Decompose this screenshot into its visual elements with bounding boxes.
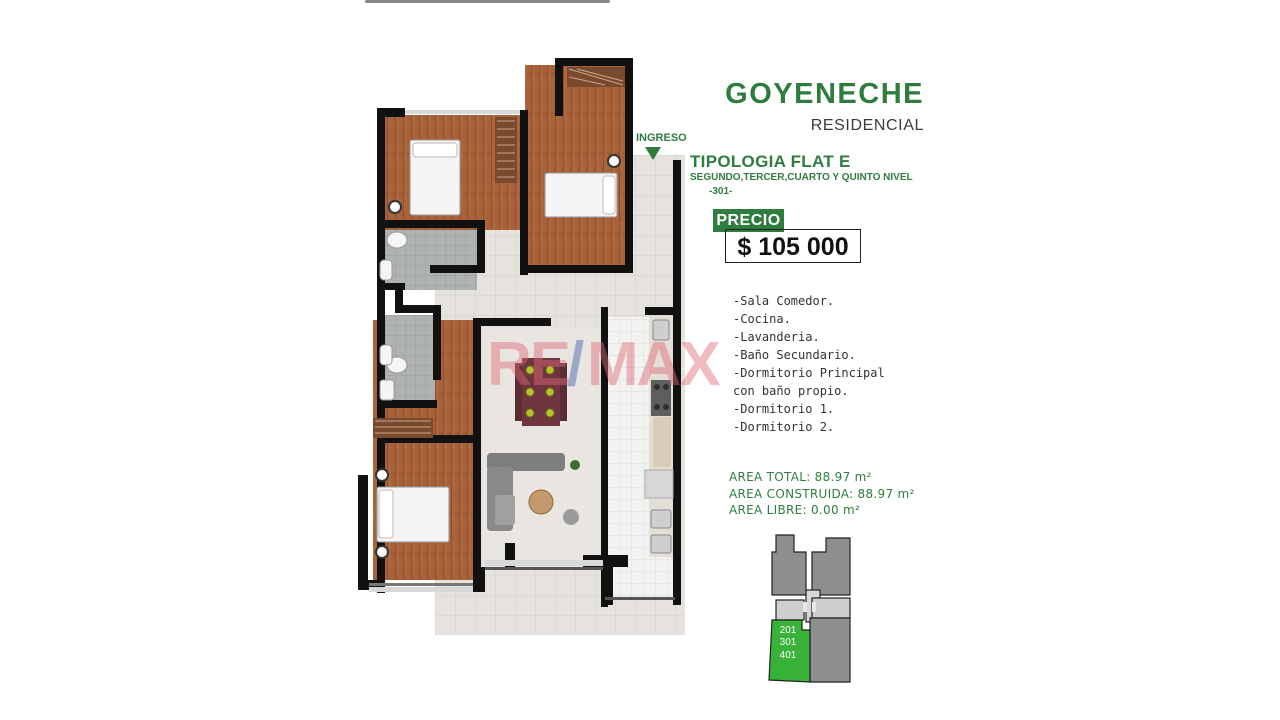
area-summary [729,469,915,519]
area-total: AREA TOTAL: 88.97 m² [729,470,872,484]
svg-text:RE: RE [487,330,570,399]
price-value: $ 105 000 [725,229,861,263]
typology-levels: SEGUNDO,TERCER,CUARTO Y QUINTO NIVEL [690,172,913,183]
top-divider [365,0,610,3]
features-list [733,292,893,436]
building-key-plan [766,532,854,684]
feature-item: -Dormitorio 1. [733,402,835,416]
brand-subtitle: RESIDENCIAL [810,117,924,134]
remax-watermark [487,330,720,399]
unit-number: -301- [709,186,733,197]
feature-item: -Cocina. [733,312,791,326]
typology-title: TIPOLOGIA FLAT E [690,152,851,171]
entrance-arrow-icon [645,147,661,160]
key-unit-301: 301 [779,637,797,648]
svg-text:/: / [567,330,585,399]
feature-item: -Lavanderia. [733,330,820,344]
feature-item: -Sala Comedor. [733,294,835,308]
key-unit-401: 401 [779,650,797,661]
area-free: AREA LIBRE: 0.00 m² [729,503,861,517]
key-unit-201: 201 [779,625,797,636]
feature-item: -Baño Secundario. [733,348,856,362]
feature-item: -Dormitorio 2. [733,420,835,434]
area-built: AREA CONSTRUIDA: 88.97 m² [729,486,915,501]
svg-text:MAX: MAX [587,330,719,399]
price-label: PRECIO [713,209,784,232]
brand-title: GOYENECHE [725,78,924,110]
entrance-label: INGRESO [636,132,687,144]
feature-item: -Dormitorio Principal con baño propio. [733,366,892,398]
